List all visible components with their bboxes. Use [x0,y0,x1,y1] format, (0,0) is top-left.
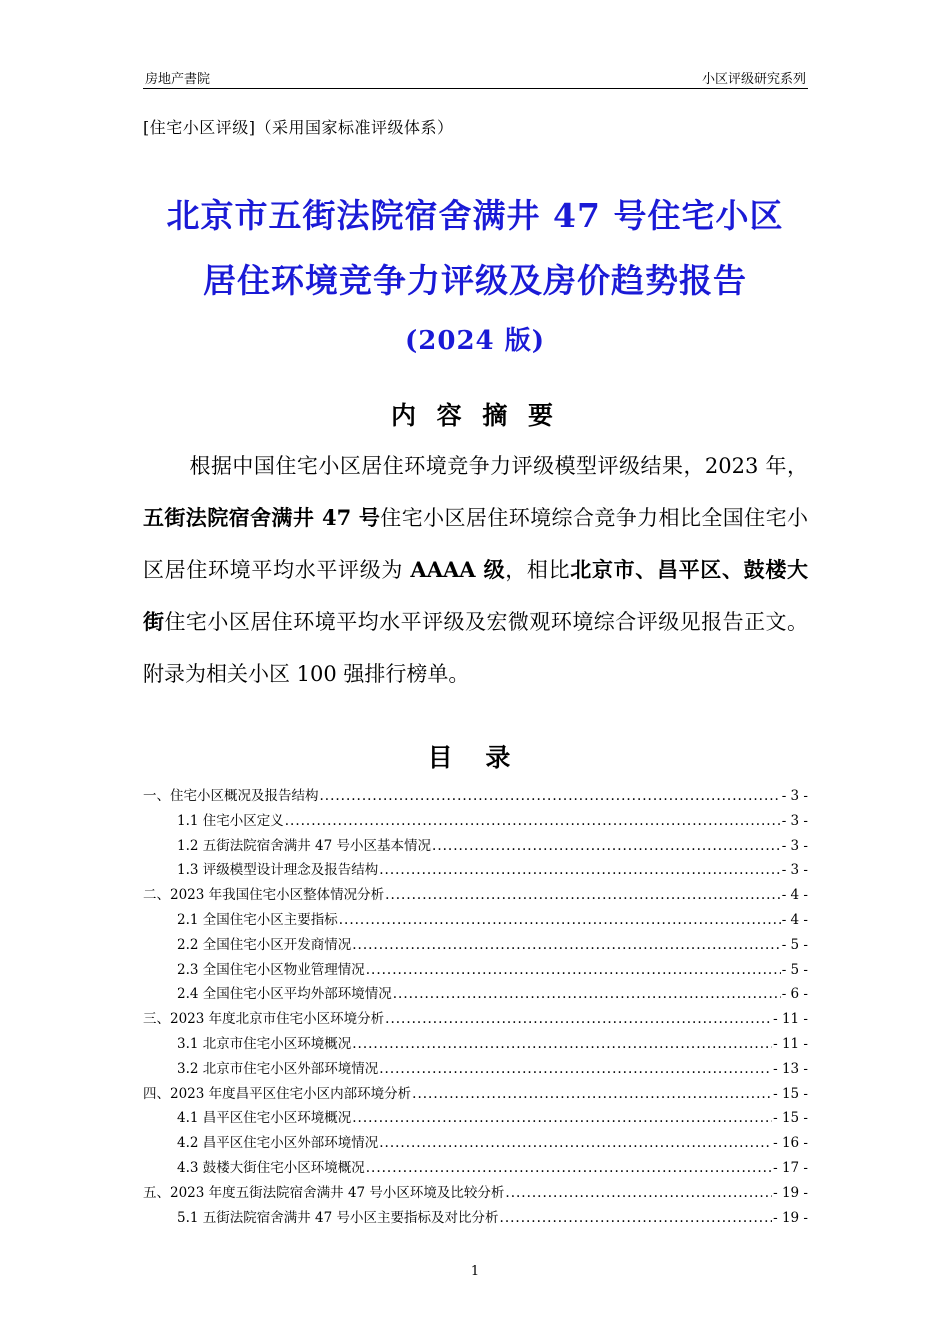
toc-entry[interactable] [143,1181,808,1206]
toc-entry-label: 1.1 住宅小区定义 [177,812,284,829]
abstract-rating: AAAA 级 [410,557,506,582]
toc-entry-page: - 6 - [781,986,808,1003]
toc-entry-page: - 3 - [781,812,808,829]
toc-leader-dots [352,937,780,953]
toc-entry-label: 4.1 昌平区住宅小区环境概况 [177,1110,352,1127]
toc-leader-dots [339,912,781,928]
toc-entry[interactable] [143,1057,808,1082]
toc-entry-page: - 16 - [773,1135,808,1152]
toc-entry-label: 一、住宅小区概况及报告结构 [143,788,319,804]
toc-leader-dots [385,1011,772,1027]
toc-entry-page: - 5 - [781,936,808,953]
toc-entry[interactable] [143,1032,808,1057]
toc-leader-dots [352,1110,772,1126]
toc-entry[interactable] [143,858,808,883]
toc-entry[interactable] [143,908,808,933]
toc-entry-page: - 3 - [781,862,808,879]
toc-leader-dots [379,1061,772,1077]
toc-entry[interactable] [143,1131,808,1156]
abstract-text-1: 根据中国住宅小区居住环境竞争力评级模型评级结果，2023 年， [189,454,808,478]
toc-entry-label: 2.1 全国住宅小区主要指标 [177,911,338,928]
toc-entry[interactable] [143,1156,808,1181]
toc-entry-label: 4.3 鼓楼大街住宅小区环境概况 [177,1159,365,1176]
toc-entry[interactable] [143,784,808,809]
toc-entry[interactable] [143,958,808,983]
toc-entry-page: - 17 - [773,1159,808,1176]
toc-leader-dots [505,1185,772,1201]
toc-entry-page: - 11 - [773,1011,808,1028]
toc-leader-dots [285,813,781,829]
toc-entry-page: - 11 - [773,1035,808,1052]
toc-leader-dots [320,788,781,804]
toc-entry-label: 2.4 全国住宅小区平均外部环境情况 [177,986,392,1003]
toc-entry-page: - 4 - [781,887,808,904]
report-title-line-1: 北京市五街法院宿舍满井 47 号住宅小区 [166,196,784,235]
report-title-line-2: 居住环境竞争力评级及房价趋势报告 [203,261,747,300]
abstract-regions: 北京市、昌平区、鼓楼大街 [143,557,808,634]
toc-entry[interactable] [143,982,808,1007]
toc-entry-page: - 15 - [773,1110,808,1127]
report-category-tag: [住宅小区评级]（采用国家标准评级体系） [143,118,454,137]
toc-leader-dots [352,1036,772,1052]
toc-entry-label: 二、2023 年我国住宅小区整体情况分析 [143,887,385,904]
toc-entry[interactable] [143,1007,808,1032]
abstract-text-2: 住宅小区居住环境综合竞争力相比全国住宅小区居住环境平均水平评级为 [143,506,808,582]
toc-entry[interactable] [143,1082,808,1107]
toc-entry-label: 1.2 五街法院宿舍满井 47 号小区基本情况 [177,837,432,854]
toc-leader-dots [379,1135,772,1151]
toc-entry-label: 2.3 全国住宅小区物业管理情况 [177,961,365,978]
toc-leader-dots [500,1210,773,1226]
toc-entry[interactable] [143,1106,808,1131]
toc-entry-label: 3.1 北京市住宅小区环境概况 [177,1035,352,1052]
toc-leader-dots [432,838,781,854]
toc-entry-label: 三、2023 年度北京市住宅小区环境分析 [143,1011,385,1028]
header-series: 小区评级研究系列 [701,72,806,87]
abstract-community-name: 五街法院宿舍满井 47 号 [143,505,381,530]
toc-leader-dots [412,1086,772,1102]
toc-entry-page: - 19 - [773,1209,808,1226]
abstract-heading: 内 容 摘 要 [390,401,560,430]
toc-heading: 目 录 [427,743,523,772]
toc-entry-page: - 15 - [773,1085,808,1102]
toc-entry-page: - 4 - [781,911,808,928]
toc-entry-label: 5.1 五街法院宿舍满井 47 号小区主要指标及对比分析 [177,1209,499,1226]
table-of-contents [143,784,808,1230]
toc-entry[interactable] [143,933,808,958]
toc-entry-page: - 3 - [781,837,808,854]
abstract-text-4: 住宅小区居住环境平均水平评级及宏微观环境综合评级见报告正文。附录为相关小区 100 强排行榜单。 [143,610,808,686]
toc-entry-page: - 19 - [773,1184,808,1201]
toc-entry-page: - 5 - [781,961,808,978]
toc-entry-page: - 13 - [773,1060,808,1077]
abstract-text-3: ，相比 [505,558,571,582]
toc-entry[interactable] [143,1206,808,1231]
toc-entry[interactable] [143,809,808,834]
toc-entry-label: 3.2 北京市住宅小区外部环境情况 [177,1060,379,1077]
toc-entry-page: - 3 - [781,788,808,804]
report-edition: (2024 版) [404,326,546,356]
toc-entry-label: 1.3 评级模型设计理念及报告结构 [177,862,379,879]
toc-leader-dots [379,862,780,878]
toc-leader-dots [366,1160,772,1176]
toc-entry-label: 五、2023 年度五街法院宿舍满井 47 号小区环境及比较分析 [143,1184,505,1201]
abstract-body [143,440,808,700]
toc-entry-label: 四、2023 年度昌平区住宅小区内部环境分析 [143,1085,412,1102]
page-number: 1 [470,1264,480,1279]
toc-leader-dots [385,887,781,903]
toc-entry-label: 2.2 全国住宅小区开发商情况 [177,936,352,953]
toc-leader-dots [393,986,781,1002]
header-publisher: 房地产書院 [145,72,211,87]
toc-entry[interactable] [143,883,808,908]
toc-leader-dots [366,962,781,978]
page-header [143,66,808,89]
toc-entry[interactable] [143,834,808,859]
toc-entry-label: 4.2 昌平区住宅小区外部环境情况 [177,1135,379,1152]
